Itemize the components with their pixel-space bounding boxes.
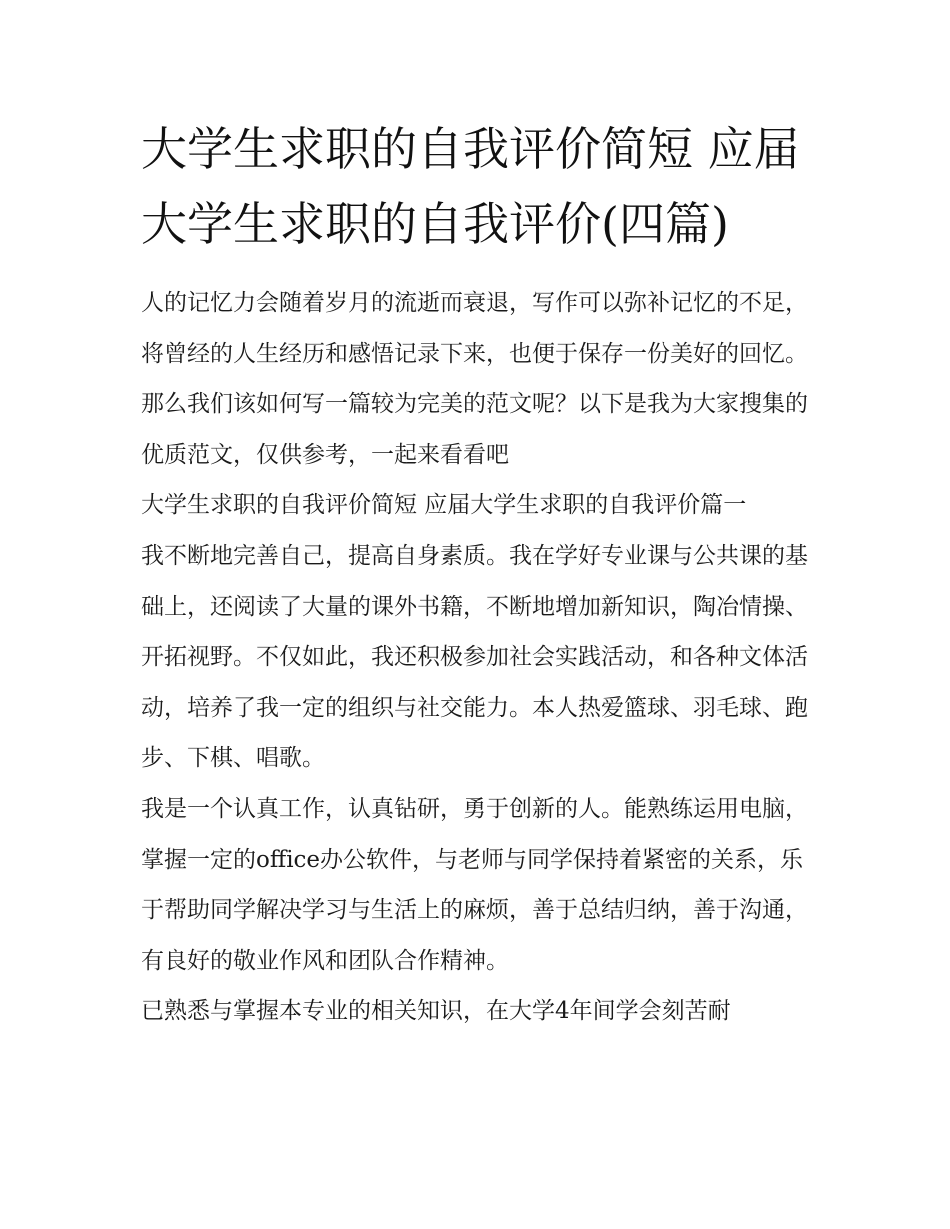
intro-paragraph: 人的记忆力会随着岁月的流逝而衰退，写作可以弥补记忆的不足，将曾经的人生经历和感悟记录下来，也便于保存一份美好的回忆。那么我们该如何写一篇较为完美的范文呢？以下是我为大家搜集的优质范文，仅供参考，一起来看看吧 (141, 290, 808, 468)
section-heading: 大学生求职的自我评价简短 应届大学生求职的自我评价篇一 (141, 492, 747, 519)
body-paragraph: 我不断地完善自己，提高自身素质。我在学好专业课与公共课的基础上，还阅读了大量的课外书籍，不断地增加新知识，陶冶情操、开拓视野。不仅如此，我还积极参加社会实践活动，和各种文体活动，培养了我一定的组织与社交能力。本人热爱篮球、羽毛球、跑步、下棋、唱歌。 (141, 542, 808, 772)
document-body (141, 278, 813, 1037)
document-content (141, 112, 813, 1037)
body-paragraph: 我是一个认真工作，认真钻研，勇于创新的人。能熟练运用电脑，掌握一定的office办公软件，与老师与同学保持着紧密的关系，乐于帮助同学解决学习与生活上的麻烦，善于总结归纳，善于沟通，有良好的敬业作风和团队合作精神。 (141, 795, 808, 974)
document-title: 大学生求职的自我评价简短 应届大学生求职的自我评价(四篇) (141, 122, 800, 251)
body-paragraph: 已熟悉与掌握本专业的相关知识，在大学4年间学会刻苦耐 (141, 998, 731, 1025)
